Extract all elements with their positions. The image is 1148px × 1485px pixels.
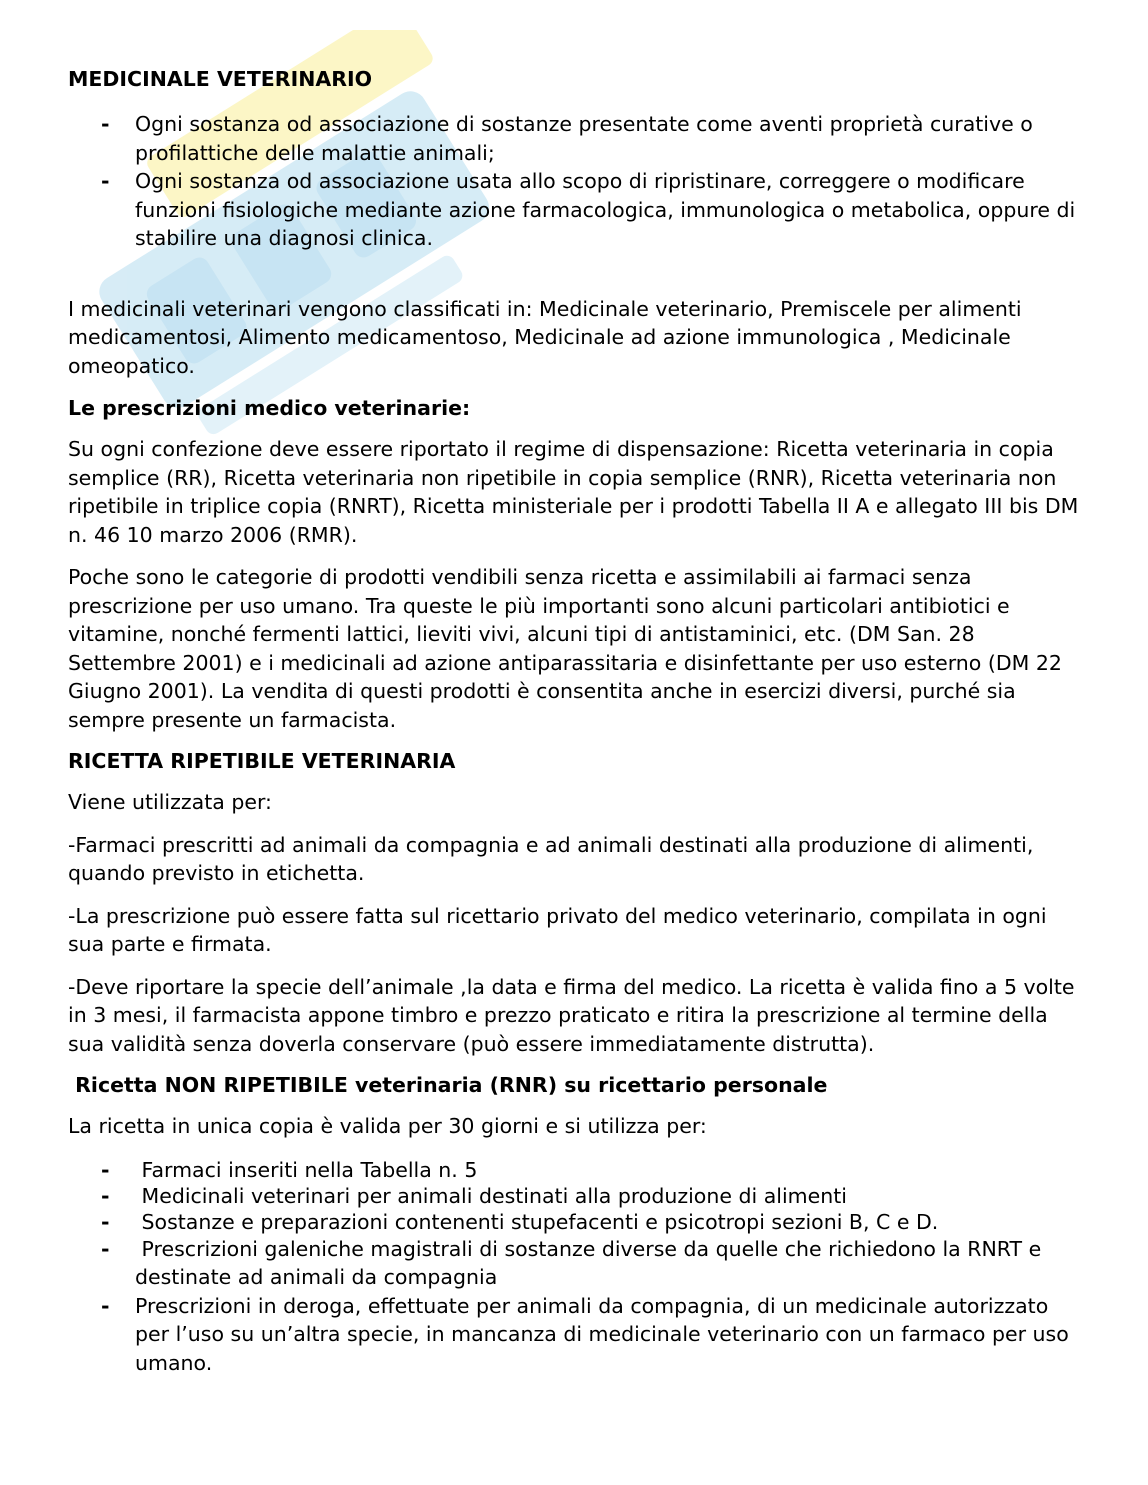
list-item [68,1292,1088,1378]
paragraph-classification: I medicinali veterinari vengono classificati in: Medicinale veterinario, Premiscele per alimenti medicamentosi, Alimento medicamentoso, Medicinale ad azione immunologica , Medicinale omeopatico. [68,296,1022,378]
bullet-dash: - [101,1209,110,1234]
list-item-text: Farmaci inseriti nella Tabella n. 5 [135,1157,478,1182]
list-item-text: Sostanze e preparazioni contenenti stupefacenti e psicotropi sezioni B, C e D. [135,1209,939,1234]
list-item-text: Prescrizioni galeniche magistrali di sostanze diverse da quelle che richiedono la RNRT e destinate ad animali da compagnia [135,1236,1048,1289]
list-item [68,167,1088,253]
bullet-dash: - [101,169,110,193]
rnr-list [68,1157,1088,1378]
list-item-text: Ogni sostanza od associazione usata allo scopo di ripristinare, correggere o modificare funzioni fisiologiche mediante azione farmacologica, immunologica o metabolica, oppure di stabilire una diagnosi clinica. [135,169,1076,250]
paragraph-unica-copia: La ricetta in unica copia è valida per 30 giorni e si utilizza per: [68,1114,707,1138]
list-item [68,1157,1088,1183]
bullet-dash: - [101,1157,110,1182]
document-body [68,64,1088,1377]
paragraph-specie: -Deve riportare la specie dell’animale ,la data e firma del medico. La ricetta è valida fino a 5 volte in 3 mesi, il farmacista appone timbro e prezzo praticato e ritira la prescrizione al termine della sua validità senza doverla conservare (può essere immediatamente distrutta). [68,974,1075,1056]
heading-medicinale-veterinario: MEDICINALE VETERINARIO [68,67,373,91]
list-item [68,1235,1088,1292]
bullet-dash: - [101,1293,110,1318]
paragraph-regime: Su ogni confezione deve essere riportato il regime di dispensazione: Ricetta veterinaria in copia semplice (RR), Ricetta veterinaria non ripetibile in copia semplice (RNR), Ricetta veterinaria non ripetibile in triplice copia (RNRT), Ricetta ministeriale per i prodotti Tabella II A e allegato III bis DM n. 46 10 marzo 2006 (RMR). [68,437,1079,547]
list-item [68,1209,1088,1235]
list-item [68,110,1088,167]
paragraph-senza-ricetta: Poche sono le categorie di prodotti vendibili senza ricetta e assimilabili ai farmaci senza prescrizione per uso umano. Tra queste le più importanti sono alcuni particolari antibiotici e vitamine, nonché fermenti lattici, lieviti vivi, alcuni tipi di antistaminici, etc. (DM San. 28 Settembre 2001) e i medicinali ad azione antiparassitaria e disinfettante per uso esterno (DM 22 Giugno 2001). La vendita di questi prodotti è consentita anche in esercizi diversi, purché sia sempre presente un farmacista. [68,565,1062,732]
definition-list [68,110,1088,253]
list-item-text: Ogni sostanza od associazione di sostanze presentate come aventi proprietà curative o profilattiche delle malattie animali; [135,112,1033,165]
heading-ricetta-ripetibile: RICETTA RIPETIBILE VETERINARIA [68,749,456,773]
list-item-text: Prescrizioni in deroga, effettuate per animali da compagnia, di un medicinale autorizzato per l’uso su un’altra specie, in mancanza di medicinale veterinario con un farmaco per uso umano. [135,1293,1076,1375]
list-item [68,1183,1088,1209]
paragraph-utilizzata: Viene utilizzata per: [68,790,272,814]
bullet-dash: - [101,112,110,136]
heading-prescrizioni: Le prescrizioni medico veterinarie: [68,396,471,420]
heading-ricetta-non-ripetibile: Ricetta NON RIPETIBILE veterinaria (RNR) su ricettario personale [68,1073,828,1097]
paragraph-ricettario: -La prescrizione può essere fatta sul ricettario privato del medico veterinario, compilata in ogni sua parte e firmata. [68,903,1047,956]
bullet-dash: - [101,1183,110,1208]
bullet-dash: - [101,1236,110,1261]
paragraph-farmaci: -Farmaci prescritti ad animali da compagnia e ad animali destinati alla produzione di alimenti, quando previsto in etichetta. [68,832,1034,885]
list-item-text: Medicinali veterinari per animali destinati alla produzione di alimenti [135,1183,847,1208]
